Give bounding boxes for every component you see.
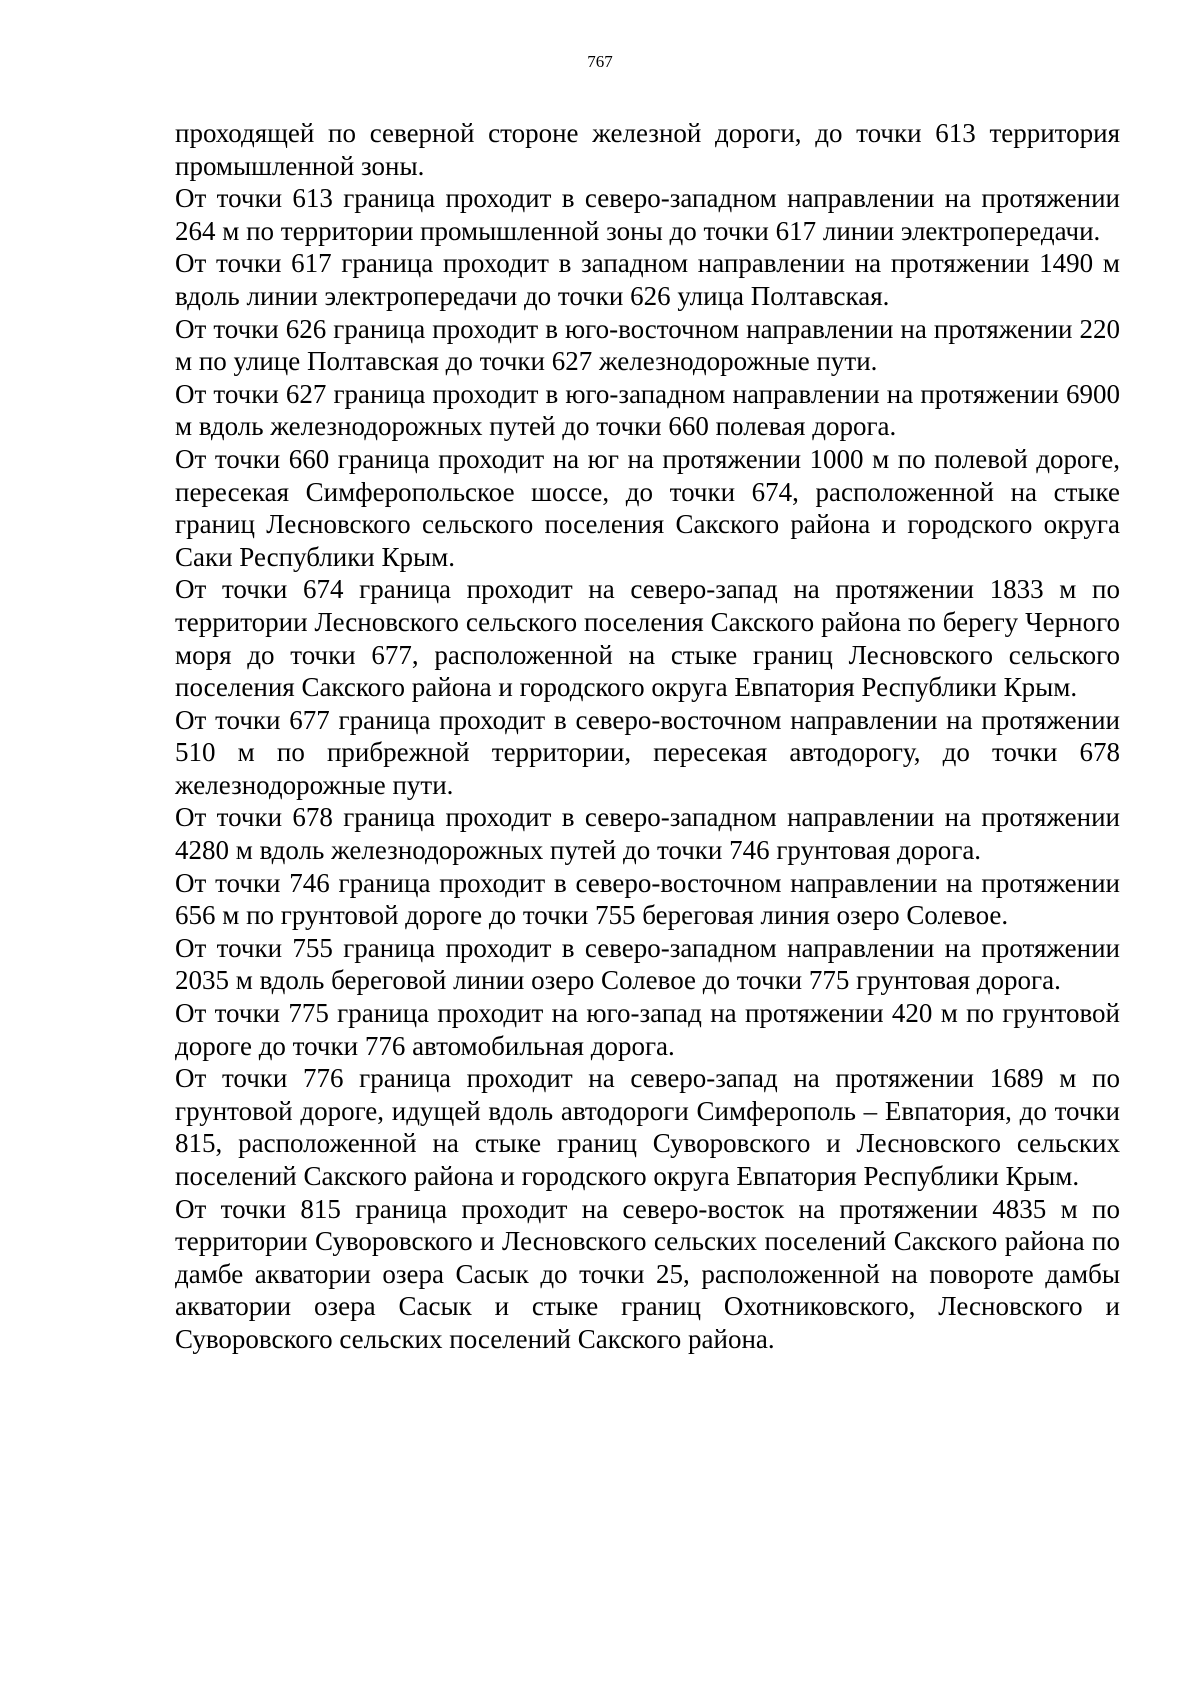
paragraph-3: От точки 617 граница проходит в западном направлении на протяжении 1490 м вдоль линии электропередачи до точки 626 улица Полтавская. xyxy=(175,248,1120,311)
page-number: 767 xyxy=(587,52,613,71)
paragraph-1: проходящей по северной стороне железной дороги, до точки 613 территория промышленной зоны. xyxy=(175,118,1120,181)
paragraph-11: От точки 755 граница проходит в северо-западном направлении на протяжении 2035 м вдоль береговой линии озеро Солевое до точки 775 грунтовая дорога. xyxy=(175,932,1120,996)
paragraph-7: От точки 674 граница проходит на северо-запад на протяжении 1833 м по территории Лесновского сельского поселения Сакского района по берегу Черного моря до точки 677, расположенной на стыке границ Лесновского сельского поселения Сакского района и городского округа Евпатория Республики Крым. xyxy=(175,574,1120,703)
paragraph-5: От точки 627 граница проходит в юго-западном направлении на протяжении 6900 м вдоль железнодорожных путей до точки 660 полевая дорога. xyxy=(175,378,1120,442)
paragraph-14: От точки 815 граница проходит на северо-восток на протяжении 4835 м по территории Суворовского и Лесновского сельских поселений Сакского района по дамбе акватории озера Сасык до точки 25, расположенной на повороте дамбы акватории озера Сасык и стыке границ Охотниковского, Лесновского и Суворовского сельских поселений Сакского района. xyxy=(175,1193,1120,1354)
paragraph-8: От точки 677 граница проходит в северо-восточном направлении на протяжении 510 м по прибрежной территории, пересекая автодорогу, до точки 678 железнодорожные пути. xyxy=(175,704,1120,800)
paragraph-13: От точки 776 граница проходит на северо-запад на протяжении 1689 м по грунтовой дороге, идущей вдоль автодороги Симферополь – Евпатория, до точки 815, расположенной на стыке границ Суворовского и Лесновского сельских поселений Сакского района и городского округа Евпатория Республики Крым. xyxy=(175,1063,1120,1191)
document-body xyxy=(175,117,1120,1356)
paragraph-6: От точки 660 граница проходит на юг на протяжении 1000 м по полевой дороге, пересекая Симферопольское шоссе, до точки 674, расположенной на стыке границ Лесновского сельского поселения Сакского района и городского округа Саки Республики Крым. xyxy=(175,443,1120,572)
paragraph-10: От точки 746 граница проходит в северо-восточном направлении на протяжении 656 м по грунтовой дороге до точки 755 береговая линия озеро Солевое. xyxy=(175,867,1120,931)
paragraph-9: От точки 678 граница проходит в северо-западном направлении на протяжении 4280 м вдоль железнодорожных путей до точки 746 грунтовая дорога. xyxy=(175,802,1120,866)
paragraph-2: От точки 613 граница проходит в северо-западном направлении на протяжении 264 м по территории промышленной зоны до точки 617 линии электропередачи. xyxy=(175,183,1120,246)
paragraph-4: От точки 626 граница проходит в юго-восточном направлении на протяжении 220 м по улице Полтавская до точки 627 железнодорожные пути. xyxy=(175,313,1120,377)
paragraph-12: От точки 775 граница проходит на юго-запад на протяжении 420 м по грунтовой дороге до точки 776 автомобильная дорога. xyxy=(175,998,1120,1061)
